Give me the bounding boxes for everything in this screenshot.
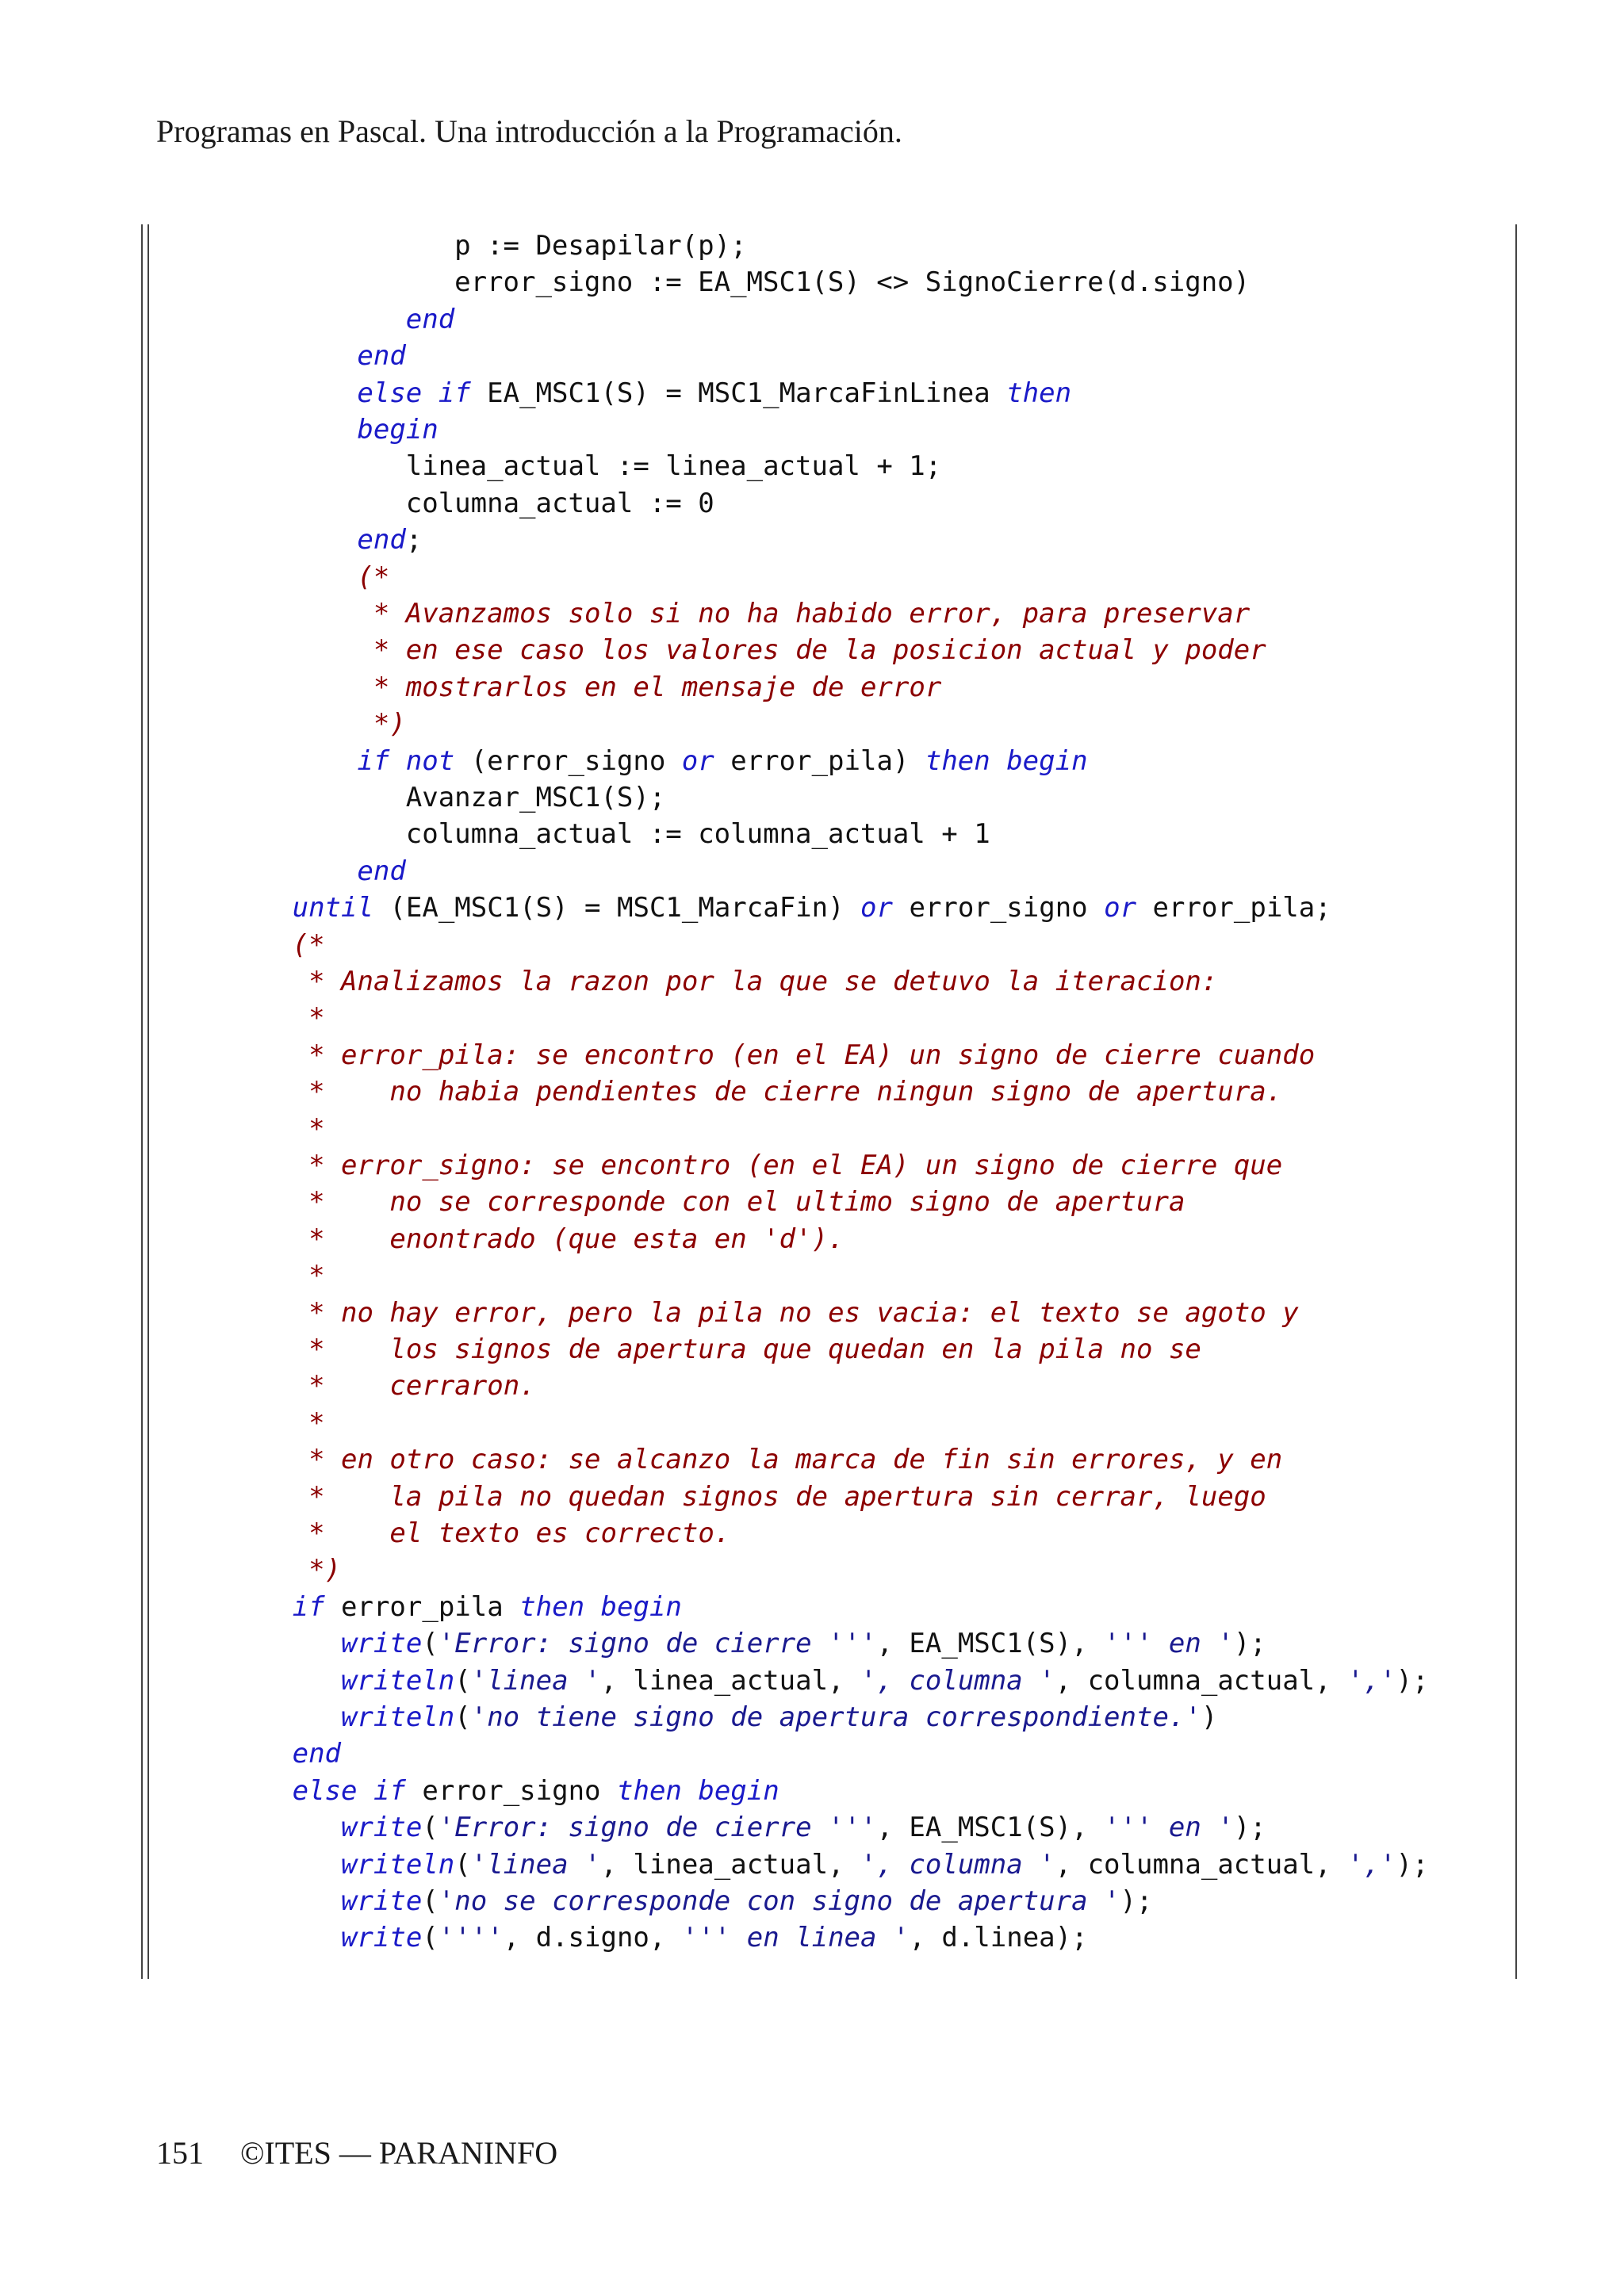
code-token: (	[422, 1628, 439, 1660]
code-token: columna_actual := columna_actual + 1	[405, 818, 990, 851]
comment-token: * en otro caso: se alcanzo la marca de fin sin errores, y en	[292, 1444, 1283, 1476]
code-line	[341, 1846, 1429, 1883]
keyword-token: writeln	[340, 1664, 455, 1697]
code-token: p := Desapilar(p);	[454, 230, 747, 262]
keyword-token: writeln	[340, 1701, 455, 1733]
comment-token: *	[292, 1406, 325, 1439]
code-line	[341, 1883, 1153, 1919]
code-token: (	[454, 1848, 471, 1881]
code-token: );	[1120, 1885, 1153, 1917]
code-listing	[141, 224, 1517, 1979]
keyword-token: or	[860, 892, 893, 924]
keyword-token: if not	[357, 744, 455, 777]
code-token: , d.signo,	[503, 1922, 682, 1954]
code-line	[357, 595, 1250, 632]
running-title: Programas en Pascal. Una introducción a la Programación.	[156, 113, 902, 149]
page-footer	[156, 2134, 557, 2172]
code-line	[406, 779, 666, 816]
code-line	[293, 1441, 1283, 1478]
keyword-token: else if	[292, 1774, 406, 1807]
code-line	[357, 522, 422, 558]
comment-token: * Analizamos la razon por la que se detuvo la iteracion:	[292, 966, 1218, 997]
code-line	[293, 1405, 325, 1441]
code-token: (	[454, 1664, 471, 1697]
code-line	[357, 853, 405, 890]
running-header	[156, 113, 902, 150]
code-line	[406, 816, 990, 852]
comment-token: * el texto es correcto.	[292, 1517, 731, 1549]
code-token: , columna_actual,	[1055, 1848, 1348, 1881]
code-line	[293, 1589, 682, 1625]
keyword-token: write	[340, 1628, 423, 1660]
code-line	[341, 1809, 1266, 1846]
keyword-token: end	[292, 1738, 342, 1770]
comment-token: (*	[357, 561, 390, 593]
string-token: 'linea '	[470, 1848, 601, 1881]
code-token: (	[422, 1922, 439, 1954]
code-line	[293, 1073, 1283, 1110]
keyword-token: end	[357, 524, 406, 557]
comment-token: * en ese caso los valores de la posicion actual y poder	[357, 634, 1266, 667]
code-line	[406, 485, 714, 522]
code-line	[293, 1331, 1201, 1368]
code-token: , d.linea);	[909, 1922, 1088, 1954]
keyword-token: write	[340, 1922, 423, 1954]
code-token: error_pila)	[714, 744, 925, 777]
string-token: 'no tiene signo de apertura correspondiente.'	[470, 1701, 1201, 1733]
code-line	[293, 1295, 1299, 1331]
code-token: ;	[405, 524, 423, 557]
code-line	[341, 1663, 1429, 1699]
code-line	[293, 1000, 325, 1036]
code-line	[357, 669, 941, 706]
comment-token: *	[292, 1260, 325, 1292]
code-line	[357, 411, 438, 448]
string-token: ','	[1347, 1848, 1396, 1881]
string-token: ''' en linea '	[681, 1922, 910, 1954]
code-line	[293, 927, 325, 963]
comment-token: *	[292, 1002, 325, 1035]
code-token: );	[1396, 1664, 1429, 1697]
keyword-token: then begin	[617, 1774, 779, 1807]
code-token: Avanzar_MSC1(S);	[405, 782, 666, 813]
code-token: , columna_actual,	[1055, 1664, 1348, 1697]
code-line	[293, 1479, 1266, 1515]
code-line	[357, 743, 1087, 779]
code-token: columna_actual := 0	[405, 487, 714, 519]
comment-token: * no habia pendientes de cierre ningun signo de apertura.	[292, 1076, 1283, 1108]
code-line	[293, 1735, 341, 1772]
code-token: , EA_MSC1(S),	[876, 1628, 1105, 1660]
code-line	[293, 1037, 1316, 1073]
code-token: , linea_actual,	[600, 1848, 860, 1881]
comment-token: * cerraron.	[292, 1370, 536, 1402]
keyword-token: if	[292, 1590, 325, 1623]
comment-token: * error_pila: se encontro (en el EA) un signo de cierre cuando	[292, 1039, 1316, 1071]
code-token: error_signo := EA_MSC1(S) <> SignoCierre(d.signo)	[454, 266, 1251, 299]
code-line	[293, 1147, 1283, 1184]
code-token: error_pila	[324, 1590, 520, 1623]
comment-token: * los signos de apertura que quedan en la pila no se	[292, 1334, 1201, 1365]
comment-token: (*	[292, 928, 325, 961]
keyword-token: write	[340, 1885, 423, 1917]
string-token: ''''	[438, 1922, 504, 1954]
keyword-token: or	[681, 744, 714, 777]
keyword-token: end	[405, 303, 455, 335]
string-token: ', columna '	[860, 1664, 1055, 1697]
keyword-token: then begin	[519, 1590, 682, 1623]
string-token: ','	[1347, 1664, 1396, 1697]
code-token: error_signo	[405, 1774, 617, 1807]
code-line	[357, 559, 389, 595]
keyword-token: until	[292, 892, 373, 924]
code-line	[293, 890, 1331, 926]
code-line	[454, 228, 746, 264]
string-token: 'linea '	[470, 1664, 601, 1697]
code-token: (error_signo	[454, 744, 682, 777]
code-line	[293, 1552, 341, 1588]
string-token: 'no se corresponde con signo de apertura '	[438, 1885, 1120, 1917]
code-line	[293, 1111, 325, 1147]
code-token: );	[1233, 1812, 1266, 1844]
code-token: error_signo	[893, 892, 1105, 924]
code-token: );	[1396, 1848, 1429, 1881]
string-token: 'Error: signo de cierre '''	[438, 1812, 877, 1844]
page-number: 151	[156, 2135, 204, 2171]
code-line	[406, 448, 942, 484]
keyword-token: else if	[357, 377, 471, 409]
keyword-token: write	[340, 1812, 423, 1844]
code-line	[293, 963, 1218, 1000]
string-token: ''' en '	[1104, 1628, 1234, 1660]
code-line	[357, 706, 405, 742]
code-line	[341, 1625, 1266, 1662]
keyword-token: or	[1104, 892, 1137, 924]
code-token: (	[422, 1812, 439, 1844]
code-token: error_pila;	[1136, 892, 1331, 924]
code-token: );	[1233, 1628, 1266, 1660]
code-token: )	[1201, 1701, 1218, 1733]
code-line	[293, 1221, 845, 1257]
code-line	[293, 1368, 536, 1404]
copyright-notice: ©ITES — PARANINFO	[240, 2135, 558, 2171]
code-token: , EA_MSC1(S),	[876, 1812, 1105, 1844]
code-line	[293, 1773, 779, 1809]
code-token: linea_actual := linea_actual + 1;	[405, 450, 942, 483]
comment-token: * error_signo: se encontro (en el EA) un signo de cierre que	[292, 1150, 1283, 1181]
comment-token: * no hay error, pero la pila no es vacia: el texto se agoto y	[292, 1296, 1299, 1329]
comment-token: * no se corresponde con el ultimo signo de apertura	[292, 1186, 1185, 1219]
keyword-token: end	[357, 340, 406, 373]
code-token: (	[454, 1701, 471, 1733]
code-line	[357, 375, 1071, 411]
string-token: ''' en '	[1104, 1812, 1234, 1844]
string-token: ', columna '	[860, 1848, 1055, 1881]
code-line	[454, 264, 1250, 300]
code-line	[406, 301, 454, 338]
code-line	[341, 1919, 1088, 1956]
code-token: (EA_MSC1(S) = MSC1_MarcaFin)	[373, 892, 861, 924]
comment-token: * enontrado (que esta en 'd').	[292, 1223, 845, 1255]
code-token: (	[422, 1885, 439, 1917]
code-line	[293, 1257, 325, 1294]
string-token: 'Error: signo de cierre '''	[438, 1628, 877, 1660]
comment-token: * Avanzamos solo si no ha habido error, para preservar	[357, 598, 1251, 629]
code-token: EA_MSC1(S) = MSC1_MarcaFinLinea	[470, 377, 1007, 409]
comment-token: * mostrarlos en el mensaje de error	[357, 671, 942, 703]
keyword-token: end	[357, 855, 406, 887]
keyword-token: writeln	[340, 1848, 455, 1881]
code-line	[357, 632, 1266, 668]
keyword-token: then begin	[925, 744, 1088, 777]
comment-token: *)	[357, 708, 406, 740]
code-line	[293, 1515, 731, 1552]
code-line	[357, 338, 405, 374]
code-line	[293, 1184, 1185, 1220]
code-listing-frame	[141, 224, 1517, 1979]
code-token: , linea_actual,	[600, 1664, 860, 1697]
comment-token: *	[292, 1112, 325, 1145]
code-line	[341, 1699, 1217, 1735]
keyword-token: then	[1006, 377, 1072, 409]
comment-token: * la pila no quedan signos de apertura sin cerrar, luego	[292, 1480, 1266, 1513]
comment-token: *)	[292, 1554, 342, 1586]
keyword-token: begin	[357, 414, 439, 446]
